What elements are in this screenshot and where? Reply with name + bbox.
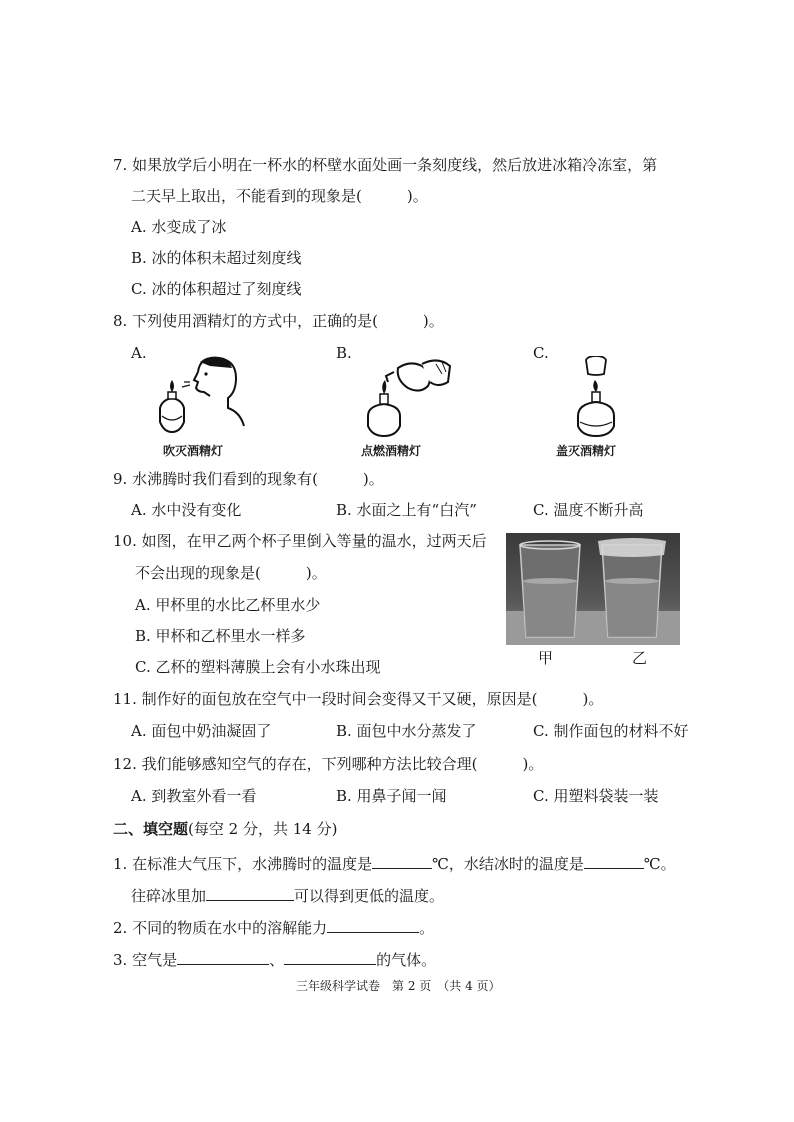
q10-option-a: A. 甲杯里的水比乙杯里水少 — [135, 596, 321, 614]
q9-option-a: A. 水中没有变化 — [131, 501, 242, 519]
fill3-blank-2[interactable] — [284, 949, 376, 965]
q10-stem-line2: 不会出现的现象是( )。 — [135, 564, 327, 582]
q11-option-b: B. 面包中水分蒸发了 — [336, 722, 477, 740]
q8-option-b-letter: B. — [336, 344, 352, 362]
q11-stem: 11. 制作好的面包放在空气中一段时间会变得又干又硬，原因是( )。 — [113, 690, 604, 708]
q7-stem-line2: 二天早上取出，不能看到的现象是( )。 — [131, 187, 428, 205]
fill2-part1: 2. 不同的物质在水中的溶解能力 — [113, 919, 328, 937]
section2-heading — [113, 819, 337, 839]
q12-option-b: B. 用鼻子闻一闻 — [336, 787, 447, 805]
q8-stem: 8. 下列使用酒精灯的方式中，正确的是( )。 — [113, 312, 444, 330]
fill3-part3: 的气体。 — [376, 951, 437, 969]
fill3-part1: 3. 空气是 — [113, 951, 178, 969]
fill1-line2 — [131, 885, 444, 906]
fill3-blank-1[interactable] — [177, 949, 269, 965]
fill1-blank-boiling[interactable] — [372, 853, 432, 869]
fill3-part2: 、 — [269, 951, 285, 969]
cup-label-jia: 甲 — [538, 649, 554, 667]
cup-label-yi: 乙 — [632, 649, 648, 667]
q9-option-c: C. 温度不断升高 — [533, 501, 644, 519]
q10-stem-line1: 10. 如图，在甲乙两个杯子里倒入等量的温水，过两天后 — [113, 532, 487, 550]
two-cups-photo — [506, 533, 680, 645]
fill2-blank[interactable] — [327, 917, 419, 933]
q7-option-c: C. 冰的体积超过了刻度线 — [131, 280, 302, 298]
q11-option-c: C. 制作面包的材料不好 — [533, 722, 689, 740]
fill1-blank-additive[interactable] — [206, 885, 294, 901]
q8-option-a-caption: 吹灭酒精灯 — [163, 444, 224, 458]
section2-title: 二、填空题 — [113, 820, 189, 838]
q7-stem-line1: 7. 如果放学后小明在一杯水的杯壁水面处画一条刻度线，然后放进冰箱冷冻室，第 — [113, 156, 658, 174]
page-footer: 三年级科学试卷 第 2 页 （共 4 页） — [296, 979, 501, 993]
q8-option-c-caption: 盖灭酒精灯 — [556, 444, 617, 458]
q10-option-b: B. 甲杯和乙杯里水一样多 — [135, 627, 306, 645]
q9-option-b: B. 水面之上有“白汽” — [336, 501, 477, 519]
fill1-blank-freezing[interactable] — [584, 853, 644, 869]
fill1-line2b: 可以得到更低的温度。 — [294, 887, 445, 905]
q8-option-b-caption: 点燃酒精灯 — [361, 444, 422, 458]
q8-option-a-letter: A. — [131, 344, 147, 362]
q7-option-a: A. 水变成了冰 — [131, 218, 227, 236]
cap-lamp-illustration — [560, 356, 630, 440]
q12-stem: 12. 我们能够感知空气的存在，下列哪种方法比较合理( )。 — [113, 755, 544, 773]
fill2-line — [113, 917, 434, 938]
q9-stem: 9. 水沸腾时我们看到的现象有( )。 — [113, 470, 384, 488]
q10-option-c: C. 乙杯的塑料薄膜上会有小水珠出现 — [135, 658, 381, 676]
section2-note: (每空 2 分，共 14 分) — [188, 820, 338, 838]
fill2-part2: 。 — [419, 919, 435, 937]
fill1-line2a: 往碎冰里加 — [131, 887, 207, 905]
fill1-part1: 1. 在标准大气压下，水沸腾时的温度是 — [113, 855, 373, 873]
q12-option-a: A. 到教室外看一看 — [131, 787, 257, 805]
light-lamp-illustration — [358, 354, 458, 440]
fill1-part2: ℃，水结冰时的温度是 — [432, 855, 584, 873]
q11-option-a: A. 面包中奶油凝固了 — [131, 722, 272, 740]
fill1-part3: ℃。 — [643, 855, 676, 873]
q12-option-c: C. 用塑料袋装一装 — [533, 787, 659, 805]
fill3-line — [113, 949, 436, 970]
q8-option-c-letter: C. — [533, 344, 549, 362]
blow-out-lamp-illustration — [150, 352, 250, 440]
fill1-line1 — [113, 853, 676, 874]
q7-option-b: B. 冰的体积未超过刻度线 — [131, 249, 302, 267]
